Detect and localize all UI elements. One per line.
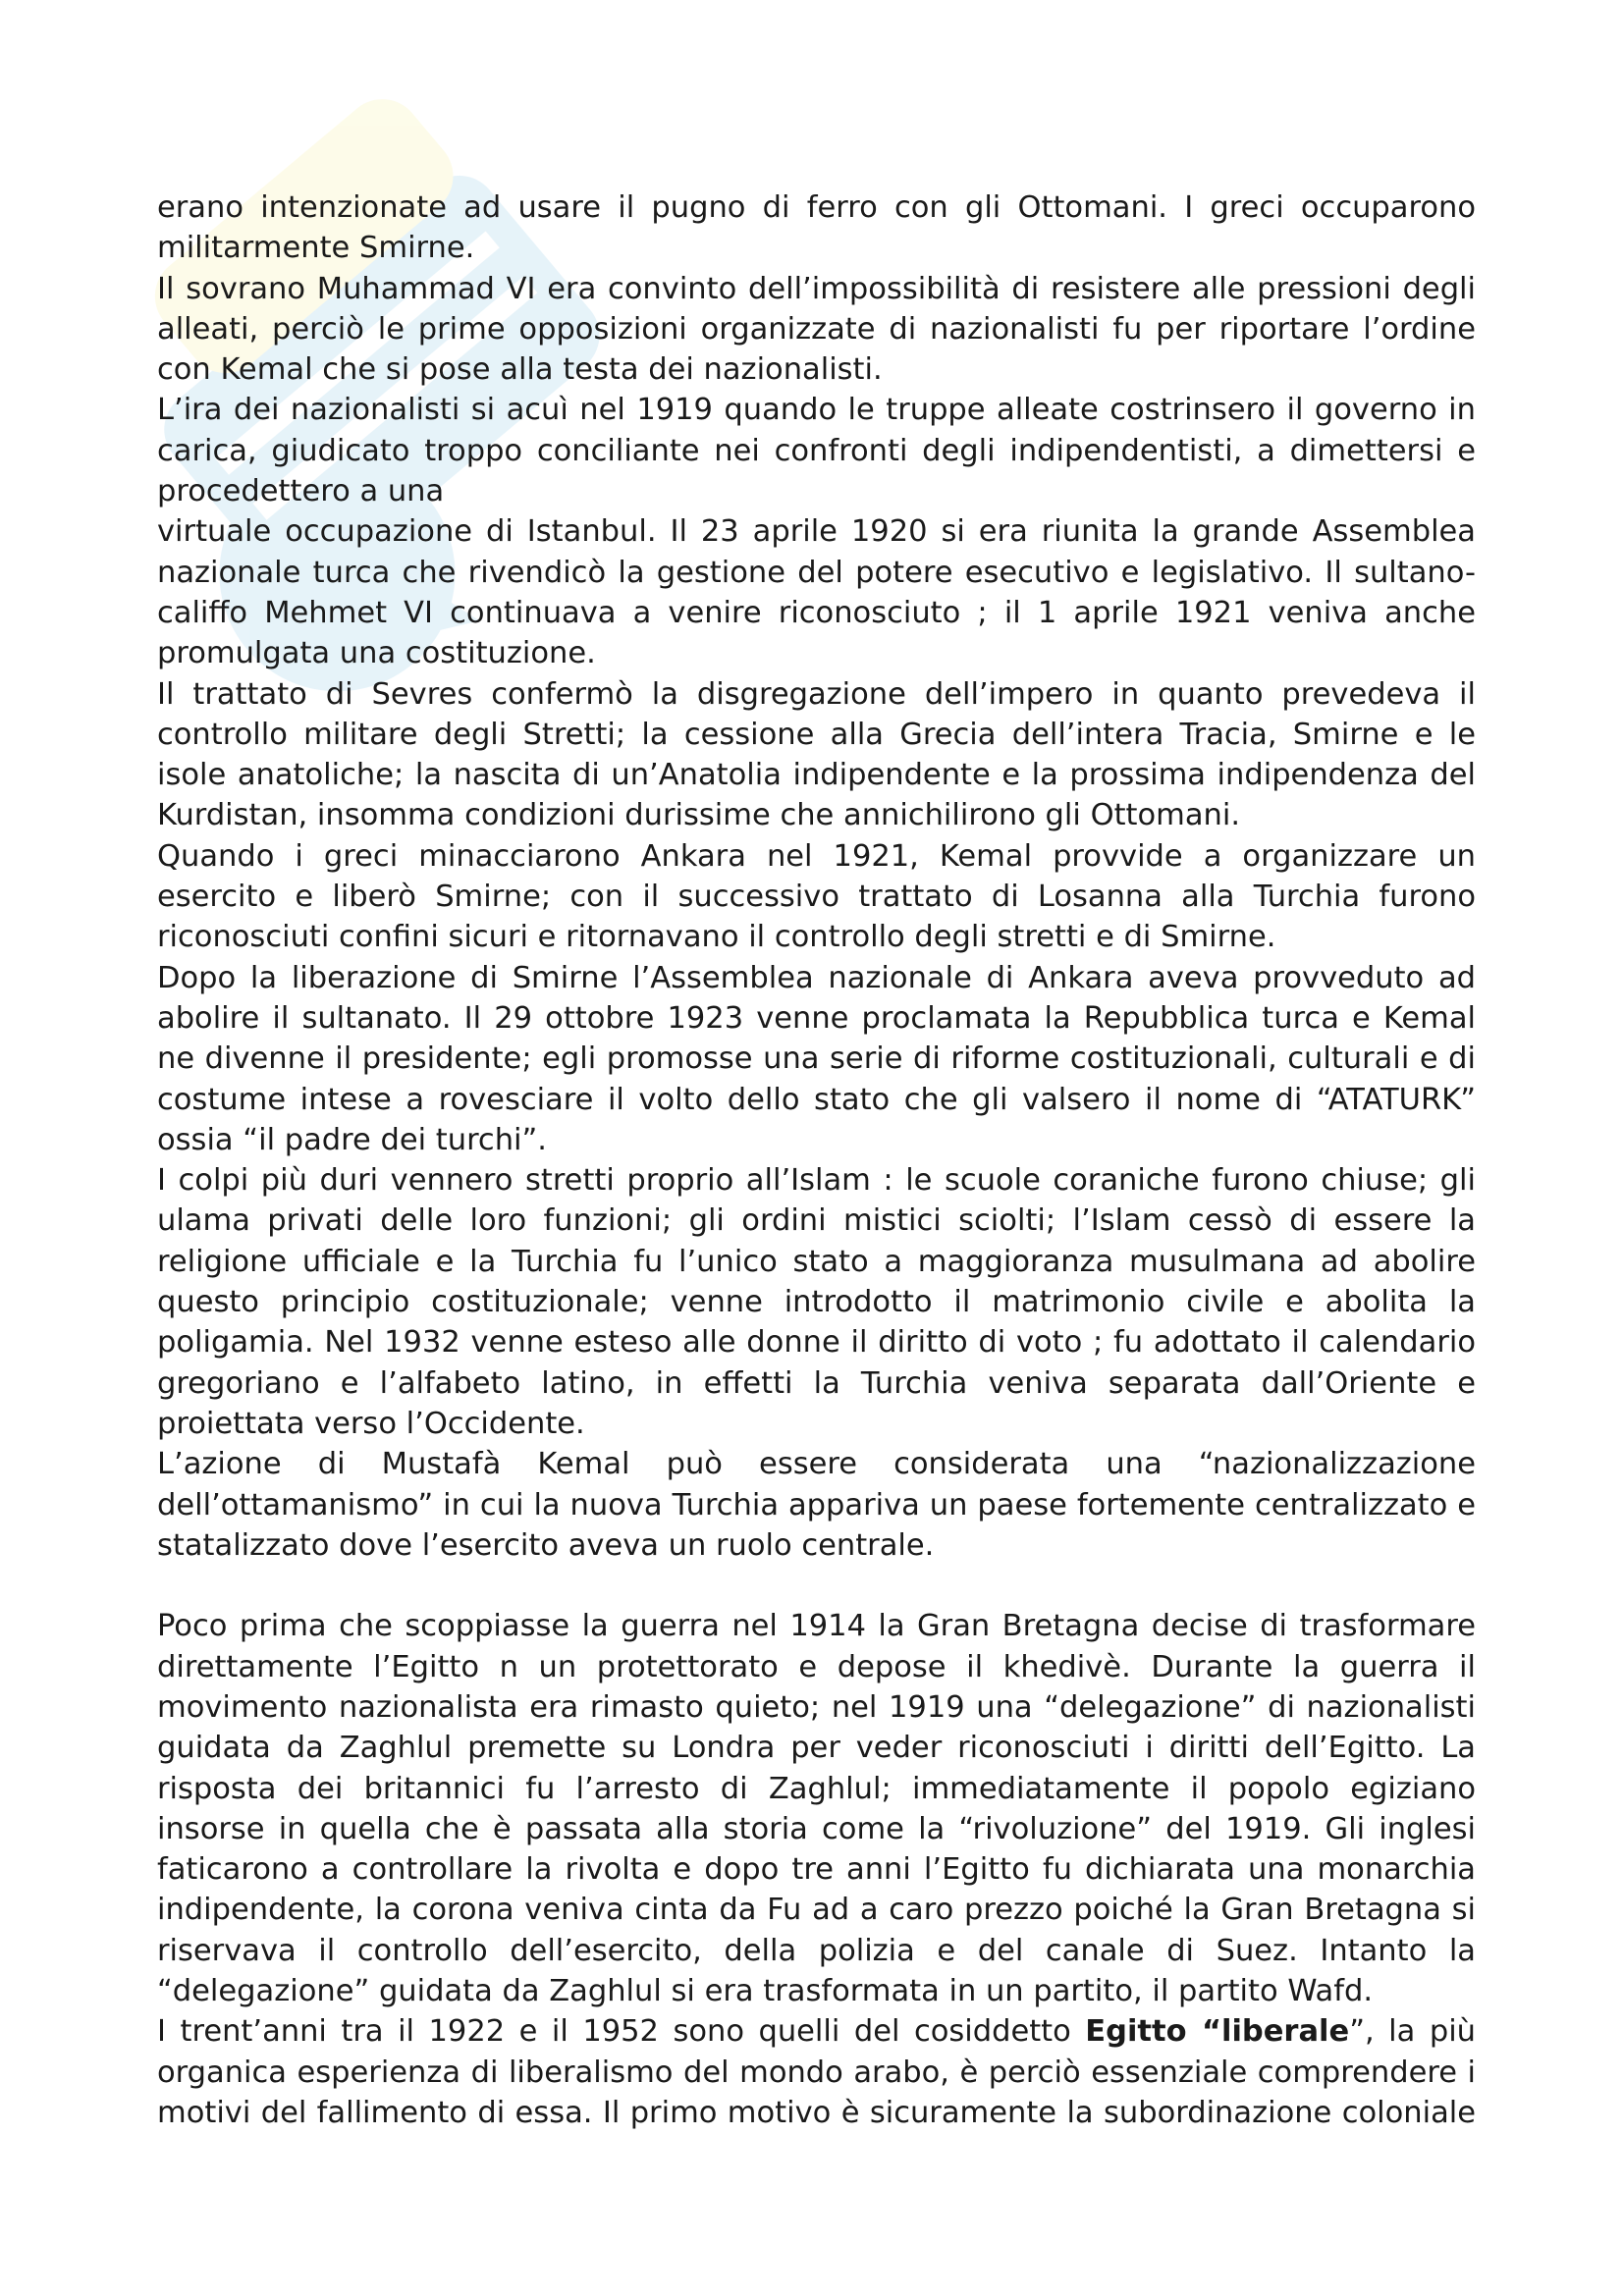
paragraph: L’azione di Mustafà Kemal può essere considerata una “nazionalizzazione dell’ottamanismo” in cui la nuova Turchia appariva un paese fortemente centralizzato e statalizzato dove l’esercito aveva un ruolo centrale. bbox=[157, 1447, 1476, 1563]
paragraph: Il trattato di Sevres confermò la disgregazione dell’impero in quanto prevedeva il controllo militare degli Stretti; la cessione alla Grecia dell’intera Tracia, Smirne e le isole anatoliche; la nascita di un’Anatolia indipendente e la prossima indipendenza del Kurdistan, insomma condizioni durissime che annichilirono gli Ottomani. bbox=[157, 676, 1476, 833]
paragraph: Dopo la liberazione di Smirne l’Assemblea nazionale di Ankara aveva provveduto ad abolire il sultanato. Il 29 ottobre 1923 venne proclamata la Repubblica turca e Kemal ne divenne il presidente; egli promosse una serie di riforme costituzionali, culturali e di costume intese a rovesciare il volto dello stato che gli valsero il nome di “ATATURK” ossia “il padre dei turchi”. bbox=[157, 960, 1476, 1157]
paragraph: virtuale occupazione di Istanbul. Il 23 aprile 1920 si era riunita la grande Assemblea nazionale turca che rivendicò la gestione del potere esecutivo e legislativo. Il sultano-califfo Mehmet VI continuava a venire riconosciuto ; il 1 aprile 1921 veniva anche promulgata una costituzione. bbox=[157, 514, 1476, 671]
paragraph-text: ”, la più organica esperienza di liberalismo del mondo arabo, è perciò essenziale comprendere i motivi del fallimento di essa. Il primo motivo è sicuramente la subordinazione coloniale bbox=[157, 2014, 1477, 2130]
paragraph: L’ira dei nazionalisti si acuì nel 1919 quando le truppe alleate costrinsero il governo in carica, giudicato troppo conciliante nei confronti degli indipendentisti, a dimettersi e procedettero a una bbox=[157, 393, 1476, 509]
paragraph: Quando i greci minacciarono Ankara nel 1921, Kemal provvide a organizzare un esercito e liberò Smirne; con il successivo trattato di Losanna alla Turchia furono riconosciuti confini sicuri e ritornavano il controllo degli stretti e di Smirne. bbox=[157, 838, 1476, 955]
paragraph bbox=[157, 2011, 1476, 2133]
paragraph: erano intenzionate ad usare il pugno di ferro con gli Ottomani. I greci occuparono militarmente Smirne. bbox=[157, 190, 1476, 266]
paragraph: I colpi più duri vennero stretti proprio all’Islam : le scuole coraniche furono chiuse; gli ulama privati delle loro funzioni; gli ordini mistici sciolti; l’Islam cessò di essere la religione ufficiale e la Turchia fu l’unico stato a maggioranza musulmana ad abolire questo principio costituzionale; venne introdotto il matrimonio civile e abolita la poligamia. Nel 1932 venne esteso alle donne il diritto di voto ; fu adottato il calendario gregoriano e l’alfabeto latino, in effetti la Turchia veniva separata dall’Oriente e proiettata verso l’Occidente. bbox=[157, 1163, 1476, 1441]
document-body bbox=[157, 187, 1476, 2133]
paragraph: Poco prima che scoppiasse la guerra nel 1914 la Gran Bretagna decise di trasformare direttamente l’Egitto n un protettorato e depose il khedivè. Durante la guerra il movimento nazionalista era rimasto quieto; nel 1919 una “delegazione” di nazionalisti guidata da Zaghlul premette su Londra per veder riconosciuti i diritti dell’Egitto. La risposta dei britannici fu l’arresto di Zaghlul; immediatamente il popolo egiziano insorse in quella che è passata alla storia come la “rivoluzione” del 1919. Gli inglesi faticarono a controllare la rivolta e dopo tre anni l’Egitto fu dichiarata una monarchia indipendente, la corona veniva cinta da Fu ad a caro prezzo poiché la Gran Bretagna si riservava il controllo dell’esercito, della polizia e del canale di Suez. Intanto la “delegazione” guidata da Zaghlul si era trasformata in un partito, il partito Wafd. bbox=[157, 1609, 1476, 2009]
paragraph-text: I trent’anni tra il 1922 e il 1952 sono quelli del cosiddetto bbox=[157, 2014, 1086, 2050]
paragraph: Il sovrano Muhammad VI era convinto dell’impossibilità di resistere alle pressioni degli alleati, perciò le prime opposizioni organizzate di nazionalisti fu per riportare l’ordine con Kemal che si pose alla testa dei nazionalisti. bbox=[157, 271, 1476, 388]
bold-term: Egitto “liberale bbox=[1085, 2014, 1350, 2050]
paragraph-gap bbox=[157, 1566, 1476, 1606]
